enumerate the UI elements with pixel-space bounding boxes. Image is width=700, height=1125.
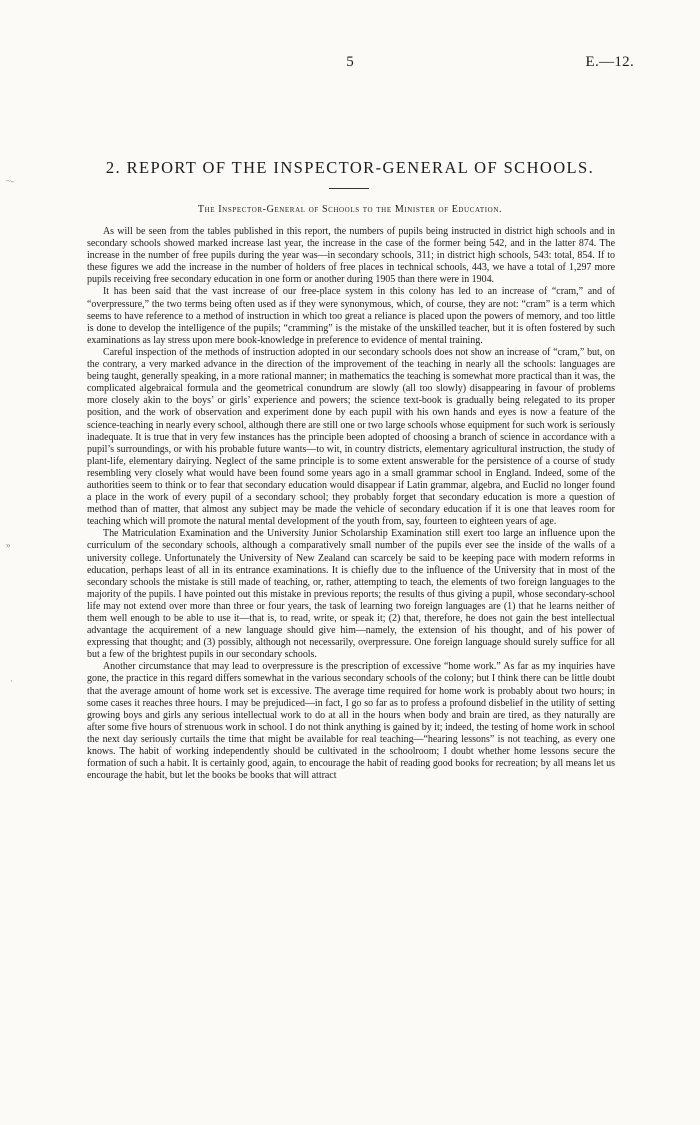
paragraph: Another circumstance that may lead to overpressure is the prescription of excessive “home work.” As far as my inquiries have gone, the practice in this regard differs somewhat in the various secondary schools of the colony; but I think there can be little doubt that the average amount of home work set is excessive. The average time required for home work is probably about two hours; in some cases it reaches three hours. I may be prejudiced—in fact, I go so far as to profess a profound disbelief in the utility of setting growing boys and girls any serious intellectual work to do at all in the hours when body and brain are tired, as they naturally are after some five hours of strenuous work in school. I do not think anything is gained by it; indeed, the testing of home work in school the next day seriously curtails the time that might be available for real teaching—“hearing lessons” is not teaching, as every one knows. The habit of working independently should be cultivated in the schoolroom; I doubt whether home lessons secure the formation of such a habit. It is certainly good, again, to encourage the habit of reading good books for recreation; by all means let us encourage the habit, but let the books be books that will attract xyxy=(87,661,615,782)
margin-mark: · xyxy=(10,676,13,686)
page-code: E.—12. xyxy=(585,54,634,70)
report-body xyxy=(87,226,615,782)
title-rule xyxy=(329,188,369,189)
margin-mark: » xyxy=(6,540,11,550)
paragraph: The Matriculation Examination and the University Junior Scholarship Examination still exert too large an influence upon the curriculum of the secondary schools, although a comparatively small number of the pupils ever see the inside of the walls of a university college. Unfortunately the University of New Zealand can scarcely be said to be keeping pace with modern reforms in education, perhaps least of all in its entrance examinations. It is chiefly due to the influence of the University that in most of the secondary schools the mistake is still made of teaching, or, rather, attempting to teach, the elements of two foreign languages to the majority of the pupils. I have pointed out this mistake in previous reports; the results of thus giving a pupil, whose secondary-school life may not extend over more than three or four years, the task of learning two foreign languages are (1) that he learns neither of them well enough to be able to use it—that is, to read, write, or speak it; (2) that, therefore, he does not gain the best intellectual advantage the acquirement of a new language should give him—namely, the extension of his thought, and of his power of expressing that thought; and (3) possibly, although not necessarily, overpressure. One foreign language should surely suffice for all but a few of the brightest pupils in our secondary schools. xyxy=(87,528,615,661)
margin-mark: ~- xyxy=(6,176,14,186)
paragraph: Careful inspection of the methods of instruction adopted in our secondary schools does not show an increase of “cram,” but, on the contrary, a very marked advance in the direction of the improvement of the teaching in nearly all the schools: languages are being taught, generally speaking, in a more rational manner; in mathematics the teaching is somewhat more practical than it was, the complicated algebraical formula and the geometrical conundrum are slowly (all too slowly) disappearing in favour of problems more closely akin to the boys’ or girls’ experience and powers; the science text-book is gradually being relegated to its proper position, and the work of observation and experiment done by each pupil with his own hands and eyes is now a feature of the science-teaching in nearly every school, although there are still one or two large schools whose equipment for such work is seriously inadequate. It is true that in very few instances has the principle been adopted of choosing a branch of science in accordance with a pupil’s surroundings, or with his probable future wants—to wit, in country districts, elementary agricultural instruction, the study of plant-life, elementary dairying. Neglect of the same principle is to some extent answerable for the persistence of a course of study resembling very closely what would have been found some years ago in a small grammar school in England. Indeed, some of the authorities seem to think or to fear that secondary education would disappear if Latin grammar, algebra, and Euclid no longer found a place in the work of every pupil of a secondary school; they probably forget that secondary education is more a question of method than of matter, that almost any subject may be made the vehicle of secondary education if it is one that leaves room for teaching which will promote the natural mental development of the youth from, say, fourteen to eighteen years of age. xyxy=(87,346,615,528)
page-number: 5 xyxy=(346,54,354,70)
report-subtitle: The Inspector-General of Schools to the Minister of Education. xyxy=(197,204,503,215)
report-title: 2. REPORT OF THE INSPECTOR-GENERAL OF SCHOOLS. xyxy=(105,158,595,177)
paragraph: It has been said that the vast increase of our free-place system in this colony has led to an increase of “cram,” and of “overpressure,” the two terms being often used as if they were synonymous, which, of course, they are not: “cram” is a term which seems to have reference to a method of instruction in which too great a reliance is placed upon the powers of memory, and too little is done to develop the intelligence of the pupils; “cramming” is the mistake of the unskilled teacher, but it is often fostered by such examinations as lay stress upon mere book-knowledge in preference to evidence of mental training. xyxy=(87,286,615,346)
paragraph: As will be seen from the tables published in this report, the numbers of pupils being instructed in district high schools and in secondary schools showed marked increase last year, the increase in the case of the former being 542, and in the latter 874. The increase in the number of free pupils during the year was—in secondary schools, 311; in district high schools, 543: total, 854. If to these figures we add the increase in the number of holders of free places in technical schools, 443, we have a total of 1,297 more pupils receiving free secondary education in one form or another during 1905 than there were in 1904. xyxy=(87,226,615,286)
